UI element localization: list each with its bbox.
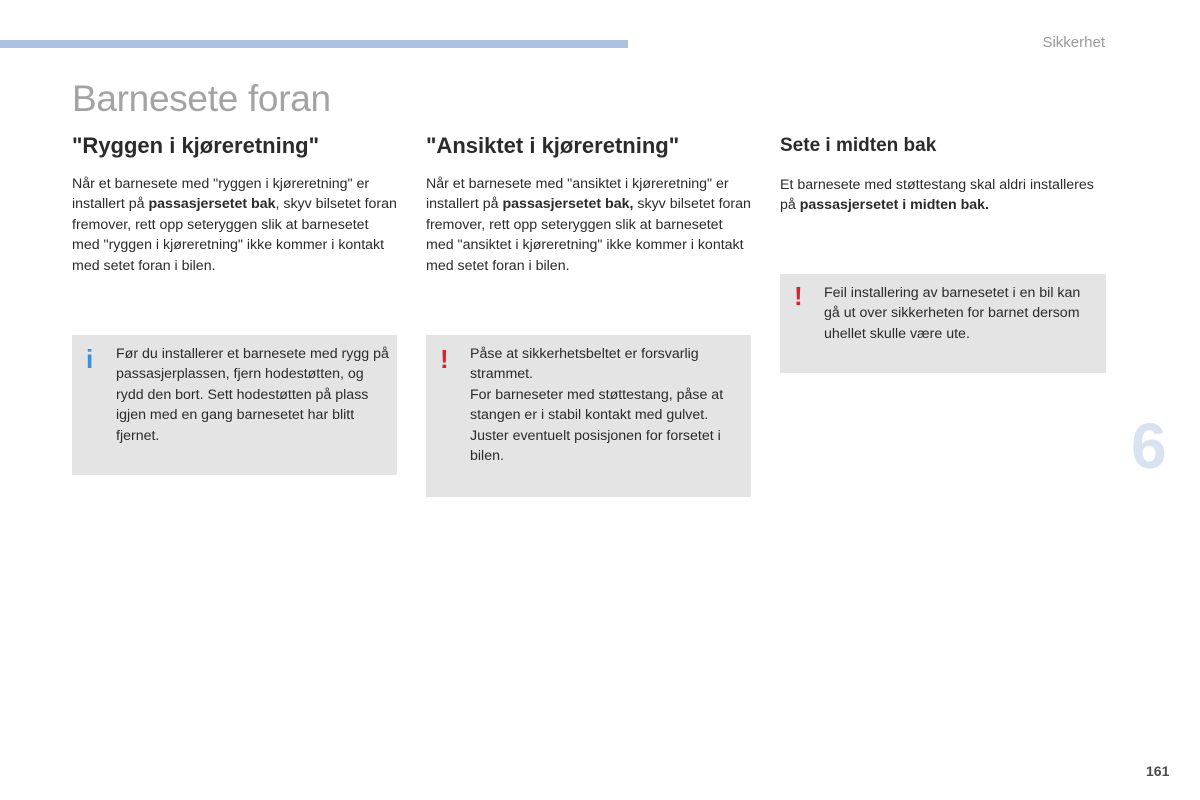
body-text-bold: passasjersetet bak bbox=[148, 196, 276, 213]
note-text: Påse at sikkerhetsbeltet er forsvarlig strammet. bbox=[470, 346, 699, 383]
body-text-part: Når et barnesete med "ryggen i kjøreretning" er installert på bbox=[72, 176, 370, 213]
info-icon: i bbox=[86, 344, 94, 374]
body-text-part: skyv bilsetet foran fremover, rett opp seteryggen slik at barnesetet med "ansiktet i kjøreretning" ikke kommer i kontakt med setet foran i bilen. bbox=[426, 196, 751, 274]
warning-note bbox=[426, 335, 751, 497]
note-text: Feil installering av barnesetet i en bil kan gå ut over sikkerheten for barnet dersom uhellet skulle være ute. bbox=[824, 285, 1081, 342]
column-body-text bbox=[426, 174, 752, 276]
body-text-bold: passasjersetet i midten bak. bbox=[799, 197, 989, 214]
note-text: Før du installerer et barnesete med rygg på passasjerplassen, fjern hodestøtten, og rydd den bort. Sett hodestøtten på plass igjen med en gang barnesetet har blitt fjernet. bbox=[116, 346, 389, 444]
page-title: Barnesete foran bbox=[72, 78, 331, 119]
warning-note bbox=[780, 274, 1106, 373]
body-text-part: Når et barnesete med "ansiktet i kjøreretning" er installert på bbox=[426, 176, 729, 213]
warning-icon: ! bbox=[794, 281, 803, 311]
body-text-part: , skyv bilsetet foran fremover, rett opp seteryggen slik at barnesetet med "ryggen i kjøreretning" ikke kommer i kontakt med setet foran i bilen. bbox=[72, 196, 397, 274]
column-heading: "Ryggen i kjøreretning" bbox=[72, 133, 320, 158]
info-note bbox=[72, 335, 397, 475]
column-heading: "Ansiktet i kjøreretning" bbox=[426, 133, 680, 158]
body-text-part: Et barnesete med støttestang skal aldri installeres på bbox=[780, 177, 1094, 214]
warning-icon: ! bbox=[440, 344, 449, 374]
column-rear-facing bbox=[72, 130, 398, 276]
header-accent-bar bbox=[0, 40, 628, 48]
chapter-number: 6 bbox=[1131, 410, 1167, 482]
column-body-text bbox=[780, 175, 1106, 216]
column-rear-middle-seat bbox=[780, 130, 1106, 216]
note-text: For barneseter med støttestang, påse at stangen er i stabil kontakt med gulvet. Juster eventuelt posisjonen for forsetet i bilen. bbox=[470, 386, 724, 465]
section-label: Sikkerhet bbox=[1042, 34, 1105, 51]
column-body-text bbox=[72, 174, 398, 276]
body-text-bold: passasjersetet bak, bbox=[502, 196, 634, 213]
page-number: 161 bbox=[1146, 763, 1170, 779]
column-forward-facing bbox=[426, 130, 752, 276]
column-heading: Sete i midten bak bbox=[780, 135, 937, 156]
